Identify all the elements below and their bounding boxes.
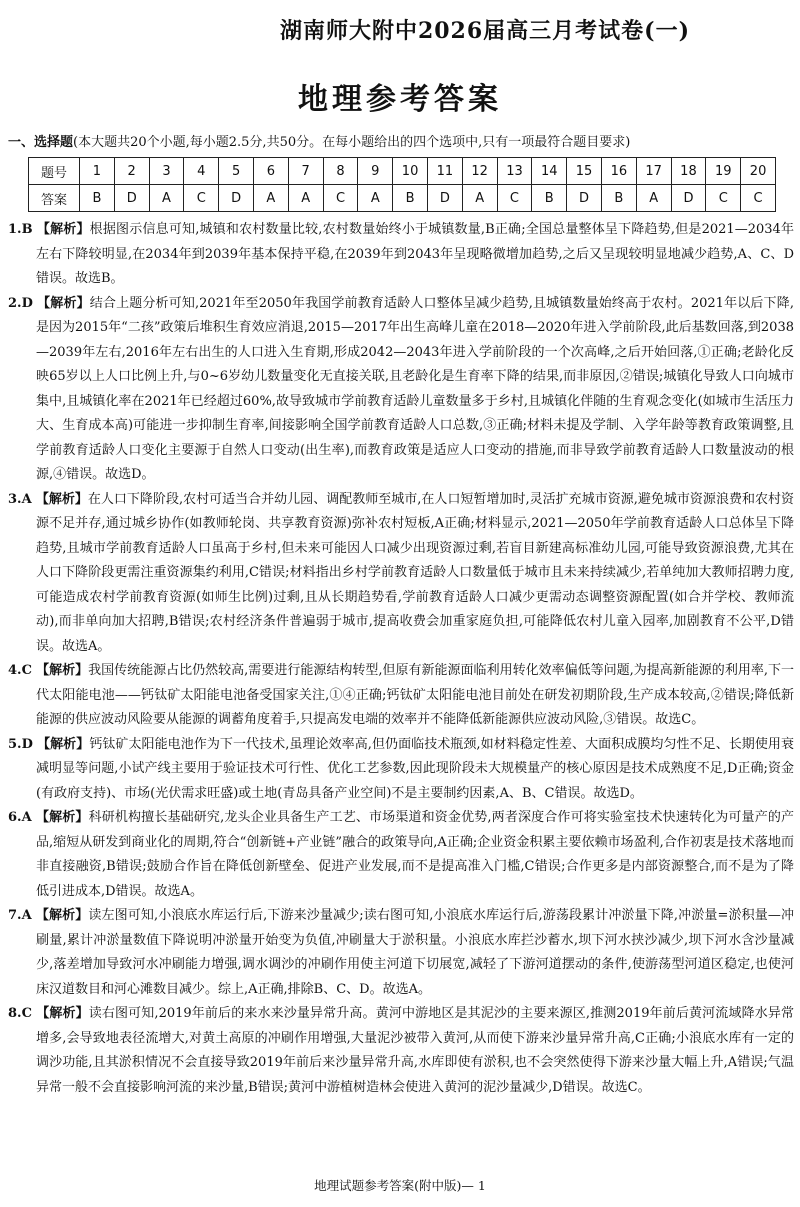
answer-cell: D bbox=[219, 185, 254, 212]
answer-cell: B bbox=[393, 185, 428, 212]
exam-title: 湖南师大附中2026届高三月考试卷(一) bbox=[279, 18, 690, 44]
question-answer-label: 1.B bbox=[8, 222, 33, 237]
answer-cell: C bbox=[184, 185, 219, 212]
explanation-text: 读右图可知,2019年前后的来水来沙量异常升高。黄河中游地区是其泥沙的主要来源区,推测2019年前后黄河流域降水异常增多,会导致地表径流增大,对黄土高原的冲刷作用增强,大量泥沙被带入黄河,从而使下游来沙量异常升高,C正确;小浪底水库有一定的调沙功能,且其淤积情况不会直接导致2019年前后来沙量异常升高,水库即使有淤积,也不会突然使得下游来沙量大幅上升,A错误;气温异常一般不会直接影响河流的来沙量,B错误;黄河中游植树造林会使进入黄河的泥沙量减少,D错误。故选C。 bbox=[36, 1006, 794, 1095]
analysis-tag: 【解析】 bbox=[37, 295, 90, 311]
question-number-cell: 1 bbox=[80, 158, 115, 185]
explanation-text: 科研机构擅长基础研究,龙头企业具备生产工艺、市场渠道和资金优势,两者深度合作可将实验室技术快速转化为可量产的产品,缩短从研发到商业化的周期,符合“创新链+产业链”融合的政策导向,A正确;企业资金积累主要依赖市场盈利,合作初衷是技术落地而非直接融资,B错误;鼓励合作旨在降低创新壁垒、促进产业发展,而不是提高准入门槛,C错误;合作更多是内部资源整合,而不是为了降低引进成本,D错误。故选A。 bbox=[36, 810, 794, 899]
section-heading bbox=[8, 131, 792, 150]
answer-cell: C bbox=[741, 185, 776, 212]
explanation-text: 根据图示信息可知,城镇和农村数量比较,农村数量始终小于城镇数量,B正确;全国总量整体呈下降趋势,但是2021—2034年左右下降较明显,在2034年到2039年基本保持平稳,在2039年到2043年呈现略微增加趋势,之后又呈现较明显地减少趋势,A、C、D错误。故选B。 bbox=[36, 222, 794, 286]
question-number-cell: 20 bbox=[741, 158, 776, 185]
answer-table bbox=[28, 157, 776, 212]
page-footer: 地理试题参考答案(附中版)— 1 bbox=[314, 1178, 486, 1193]
question-number-cell: 16 bbox=[601, 158, 636, 185]
question-answer-label: 5.D bbox=[8, 736, 33, 752]
explanation-item bbox=[8, 733, 794, 807]
explanation-item bbox=[8, 218, 794, 292]
answer-cell: C bbox=[323, 185, 358, 212]
answer-cell: C bbox=[497, 185, 532, 212]
question-number-cell: 13 bbox=[497, 158, 532, 185]
section-label: 一、选择题 bbox=[8, 135, 74, 150]
question-number-cell: 18 bbox=[671, 158, 706, 185]
analysis-tag: 【解析】 bbox=[35, 810, 89, 825]
question-number-cell: 15 bbox=[567, 158, 602, 185]
answer-cell: A bbox=[149, 185, 184, 212]
question-number-cell: 19 bbox=[706, 158, 741, 185]
section-instructions: (本大题共20个小题,每小题2.5分,共50分。在每小题给出的四个选项中,只有一项最符合题目要求) bbox=[73, 135, 631, 150]
answer-cell: D bbox=[671, 185, 706, 212]
explanation-text: 我国传统能源占比仍然较高,需要进行能源结构转型,但原有新能源面临利用转化效率偏低等问题,为提高新能源的利用率,下一代太阳能电池——钙钛矿太阳能电池备受国家关注,①④正确;钙钛矿太阳能电池目前处在研发初期阶段,生产成本较高,②错误;降低新能源的供应波动风险要从能源的调蓄角度着手,只提高发电端的效率并不能降低新能源供应波动风险,③错误。故选C。 bbox=[36, 663, 794, 727]
question-answer-label: 2.D bbox=[8, 295, 33, 311]
explanation-text: 钙钛矿太阳能电池作为下一代技术,虽理论效率高,但仍面临技术瓶颈,如材料稳定性差、大面积成膜均匀性不足、长期使用衰减明显等问题,小试产线主要用于验证技术可行性、优化工艺参数,因此现阶段未大规模量产的核心原因是技术成熟度不足,D正确;资金(有政府支持)、市场(光伏需求旺盛)或土地(青岛具备产业空间)不是主要制约因素,A、B、C错误。故选D。 bbox=[36, 736, 794, 801]
question-number-cell: 2 bbox=[114, 158, 149, 185]
answer-cell: B bbox=[532, 185, 567, 212]
question-number-cell: 5 bbox=[219, 158, 254, 185]
explanation-item bbox=[8, 806, 794, 904]
question-answer-label: 7.A bbox=[8, 908, 32, 923]
document-title: 地理参考答案 bbox=[298, 82, 502, 117]
question-number-cell: 8 bbox=[323, 158, 358, 185]
analysis-tag: 【解析】 bbox=[36, 663, 89, 678]
explanations-list bbox=[8, 218, 794, 1100]
question-answer-label: 3.A bbox=[8, 491, 32, 507]
analysis-tag: 【解析】 bbox=[36, 1006, 89, 1021]
explanation-item bbox=[8, 904, 794, 1002]
row-label-number: 题号 bbox=[29, 158, 80, 185]
question-answer-label: 6.A bbox=[8, 810, 32, 825]
explanation-text: 读左图可知,小浪底水库运行后,下游来沙量减少;读右图可知,小浪底水库运行后,游荡段累计冲淤量下降,冲淤量=淤积量—冲刷量,累计冲淤量数值下降说明冲淤量开始变为负值,冲刷量大于淤积量。小浪底水库拦沙蓄水,坝下河水挟沙减少,坝下河水含沙量减少,落差增加导致河水冲刷能力增强,调水调沙的冲刷作用使主河道下切展宽,减轻了下游河道摆动的条件,使游荡型河道区稳定,也使河床汉道数目和河心滩数目减少。综上,A正确,排除B、C、D。故选A。 bbox=[36, 908, 794, 997]
question-number-cell: 7 bbox=[288, 158, 323, 185]
answer-row bbox=[29, 185, 776, 212]
question-number-cell: 17 bbox=[636, 158, 671, 185]
question-answer-label: 4.C bbox=[8, 663, 32, 678]
answer-cell: A bbox=[358, 185, 393, 212]
answer-cell: A bbox=[462, 185, 497, 212]
question-number-cell: 10 bbox=[393, 158, 428, 185]
row-label-answer: 答案 bbox=[29, 185, 80, 212]
question-number-cell: 12 bbox=[462, 158, 497, 185]
question-number-row bbox=[29, 158, 776, 185]
analysis-tag: 【解析】 bbox=[36, 222, 90, 237]
answer-cell: B bbox=[601, 185, 636, 212]
analysis-tag: 【解析】 bbox=[37, 736, 90, 752]
answer-cell: A bbox=[636, 185, 671, 212]
explanation-text: 结合上题分析可知,2021年至2050年我国学前教育适龄人口整体呈减少趋势,且城镇数量始终高于农村。2021年以后下降,是因为2015年“二孩”政策后堆积生育效应消退,2015—2017年出生高峰儿童在2018—2020年进入学前阶段,此后基数回落,到2038—2039年左右,2016年左右出生的人口进入生育期,形成2042—2043年进入学前阶段的一个次高峰,之后开始回落,①正确;老龄化反映65岁以上人口比例上升,与0~6岁幼儿数量变化无直接关联,且老龄化是生育率下降的结果,而非原因,②错误;城镇化导致人口向城市集中,且城镇化率在2021年已经超过60%,故导致城市学前教育适龄儿童数量多于乡村,且城镇化伴随的生育观念变化(如城市生活压力大、生育成本高)可能进一步抑制生育率,间接影响全国学前教育适龄人口总数,③正确;材料未提及学制、入学年龄等教育政策调整,且学前教育适龄人口变化主要源于自然人口变动(出生率),而教育政策是适应人口变动的措施,而非导致学前教育适龄人口数量波动的根源,④错误。故选D。 bbox=[36, 295, 794, 482]
explanation-item bbox=[8, 659, 794, 733]
answer-cell: C bbox=[706, 185, 741, 212]
question-number-cell: 9 bbox=[358, 158, 393, 185]
answer-cell: D bbox=[114, 185, 149, 212]
question-number-cell: 4 bbox=[184, 158, 219, 185]
question-answer-label: 8.C bbox=[8, 1006, 32, 1021]
analysis-tag: 【解析】 bbox=[35, 908, 89, 923]
question-number-cell: 6 bbox=[253, 158, 288, 185]
explanation-item bbox=[8, 1002, 794, 1100]
explanation-text: 在人口下降阶段,农村可适当合并幼儿园、调配教师至城市,在人口短暂增加时,灵活扩充城市资源,避免城市资源浪费和农村资源不足并存,通过城乡协作(如教师轮岗、共享教育资源)弥补农村短板,A正确;材料显示,2021—2050年学前教育适龄人口总体呈下降趋势,且城市学前教育适龄人口虽高于乡村,但未来可能因人口减少出现资源过剩,若盲目新建高标准幼儿园,可能导致资源浪费,尤其在人口下降阶段更需注重资源集约利用,C错误;材料指出乡村学前教育适龄人口数量低于城市且未来持续减少,若单纯加大教师招聘力度,可能造成农村学前教育资源(如师生比例)过剩,且从长期趋势看,学前教育适龄人口减少更需动态调整资源配置(如合并学校、教师流动),而非单向加大招聘,B错误;农村经济条件普遍弱于城市,提高收费会加重家庭负担,可能降低农村儿童入园率,加剧教育不公平,D错误。故选A。 bbox=[36, 491, 794, 654]
analysis-tag: 【解析】 bbox=[35, 491, 88, 507]
question-number-cell: 11 bbox=[427, 158, 462, 185]
answer-cell: A bbox=[288, 185, 323, 212]
answer-cell: A bbox=[253, 185, 288, 212]
answer-cell: B bbox=[80, 185, 115, 212]
explanation-item bbox=[8, 292, 794, 488]
question-number-cell: 3 bbox=[149, 158, 184, 185]
answer-cell: D bbox=[427, 185, 462, 212]
explanation-item bbox=[8, 488, 794, 660]
question-number-cell: 14 bbox=[532, 158, 567, 185]
answer-cell: D bbox=[567, 185, 602, 212]
